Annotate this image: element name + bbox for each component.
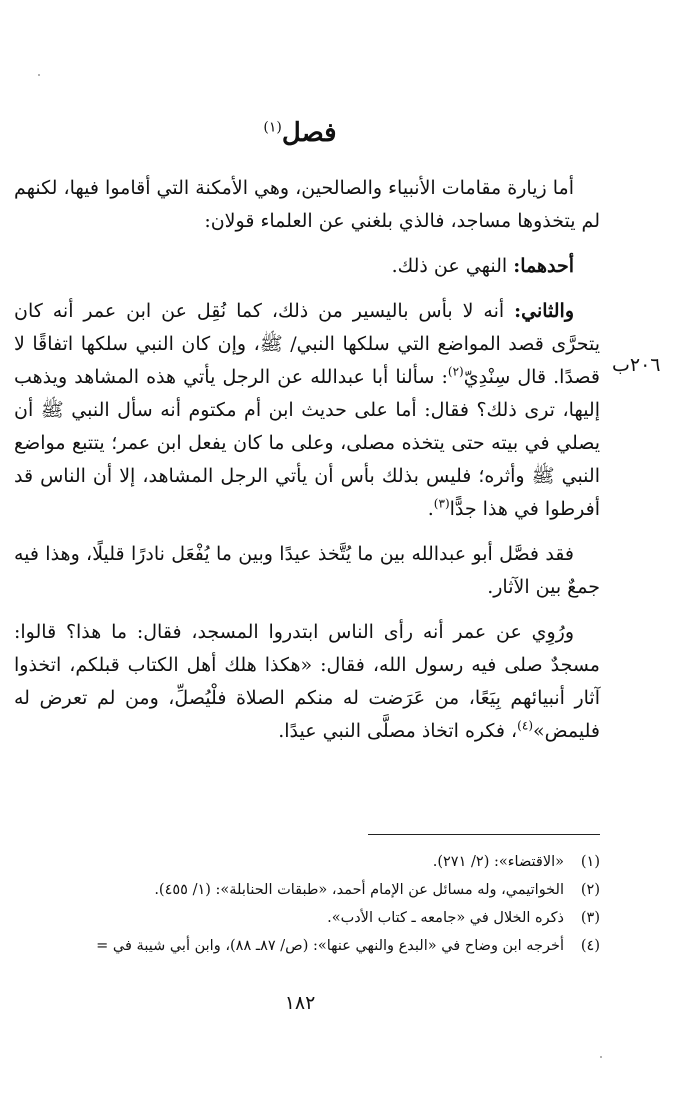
footnote-1 <box>4 848 600 876</box>
second-opinion-text-c: . <box>427 498 434 520</box>
footnote-text: ذكره الخلال في «جامعه ـ كتاب الأدب». <box>327 910 564 926</box>
umar-narration-text-a: ورُوِي عن عمر أنه رأى الناس ابتدروا المسجد، فقال: ما هذا؟ قالوا: مسجدٌ صلى فيه رسول الله، فقال: «هكذا هلك أهل الكتاب قبلكم، اتخذوا آثار أنبيائهم بِيَعًا، من عَرَضت له منكم الصلاة فلْيُصلِّ، ومن لم تعرض له فليمض» <box>14 621 600 742</box>
footnote-number: (٤) <box>580 938 600 954</box>
footnote-text: الخواتيمي، وله مسائل عن الإمام أحمد، «طبقات الحنابلة»: (١/ ٤٥٥). <box>154 882 564 898</box>
footnote-3 <box>4 904 600 932</box>
footnote-text: «الاقتضاء»: (٢/ ٢٧١). <box>432 854 564 870</box>
footnotes <box>4 848 600 960</box>
scan-speck <box>600 1056 602 1058</box>
footnote-text: أخرجه ابن وضاح في «البدع والنهي عنها»: (ص/ ٨٧ـ ٨٨)، وابن أبي شيبة في = <box>96 938 564 954</box>
umar-narration-text-b: ، فكره اتخاذ مصلَّى النبي عيدًا. <box>278 720 518 742</box>
footnote-2 <box>4 876 600 904</box>
heading-footnote-marker: (١) <box>263 119 282 136</box>
paragraph-distinction: فقد فصَّل أبو عبدالله بين ما يُتَّخذ عيدًا وبين ما يُفْعَل نادرًا قليلًا، وهذا فيه جمعٌ بين الآثار. <box>14 543 600 598</box>
scan-speck <box>38 74 40 76</box>
second-opinion-text-a: أنه لا بأس باليسير من ذلك، كما نُقِل عن ابن عمر أنه كان يتحرَّى قصد المواضع التي سلكها النبي/ ﷺ، وإن كان النبي سلكها اتفاقًا لا قصدًا. قال سِنْدِيّ <box>14 300 600 388</box>
paragraph-intro: أما زيارة مقامات الأنبياء والصالحين، وهي الأمكنة التي أقاموا فيها، لكنهم لم يتخذوها مساجد، فالذي بلغني عن العلماء قولان: <box>14 177 600 232</box>
footnote-number: (١) <box>580 854 600 870</box>
footnote-ref-2: (٢) <box>447 364 464 379</box>
footnote-divider <box>368 834 600 835</box>
footnote-number: (٢) <box>580 882 600 898</box>
first-opinion-text: النهي عن ذلك. <box>391 255 514 277</box>
footnote-number: (٣) <box>580 910 600 926</box>
page-number: ١٨٢ <box>284 992 316 1014</box>
second-opinion-label: والثاني: <box>514 300 574 322</box>
section-heading <box>0 118 600 148</box>
footnote-4 <box>4 932 600 960</box>
manuscript-folio-note: ٢٠٦ب <box>612 354 661 376</box>
main-text <box>14 172 600 760</box>
footnote-ref-3: (٣) <box>433 496 450 511</box>
footnote-ref-4: (٤) <box>517 718 533 733</box>
paragraph-second-opinion <box>14 295 600 526</box>
second-opinion-text-b: : سألنا أبا عبدالله عن الرجل يأتي هذه المشاهد ويذهب إليها، ترى ذلك؟ فقال: أما على حديث ابن أم مكتوم أنه سأل النبي ﷺ أن يصلي في بيته حتى يتخذه مصلى، وعلى ما كان يفعل ابن عمر؛ يتتبع مواضع النبي ﷺ وأثره؛ فليس بذلك بأس أن يأتي الرجل المشاهد، إلا أن الناس قد أفرطوا في هذا جدًّا <box>14 366 600 520</box>
paragraph-first-opinion <box>14 250 600 283</box>
section-title: فصل <box>281 118 337 148</box>
first-opinion-label: أحدهما: <box>513 255 574 277</box>
paragraph-umar-narration <box>14 616 600 748</box>
